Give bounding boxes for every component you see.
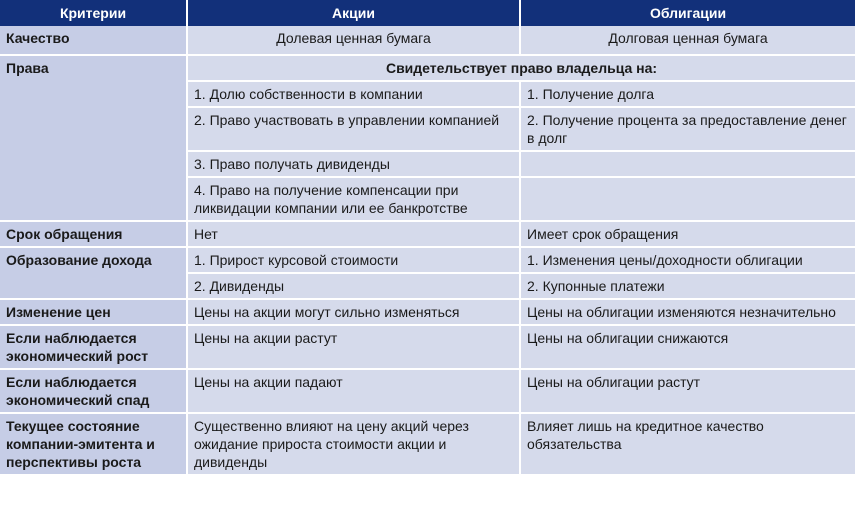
growth-stocks: Цены на акции растут [188, 326, 521, 370]
income-bonds-2: 2. Купонные платежи [521, 274, 855, 300]
recession-stocks: Цены на акции падают [188, 370, 521, 414]
rights-bonds-3 [521, 152, 855, 178]
term-bonds: Имеет срок обращения [521, 222, 855, 248]
label-income: Образование дохода [0, 248, 188, 300]
row-recession [0, 370, 855, 414]
row-rights-heading [0, 56, 855, 82]
header-bonds: Облигации [521, 0, 855, 26]
header-row [0, 0, 855, 26]
row-price-change [0, 300, 855, 326]
quality-stocks: Долевая ценная бумага [188, 26, 521, 56]
rights-bonds-1: 1. Получение долга [521, 82, 855, 108]
row-growth [0, 326, 855, 370]
label-recession: Если наблюдается экономический спад [0, 370, 188, 414]
recession-bonds: Цены на облигации растут [521, 370, 855, 414]
rights-bonds-2: 2. Получение процента за предоставление денег в долг [521, 108, 855, 152]
growth-bonds: Цены на облигации снижаются [521, 326, 855, 370]
rights-stocks-1: 1. Долю собственности в компании [188, 82, 521, 108]
label-price-change: Изменение цен [0, 300, 188, 326]
header-criteria: Критерии [0, 0, 188, 26]
row-term [0, 222, 855, 248]
price-change-bonds: Цены на облигации изменяются незначительно [521, 300, 855, 326]
label-term: Срок обращения [0, 222, 188, 248]
rights-stocks-4: 4. Право на получение компенсации при ликвидации компании или ее банкротстве [188, 178, 521, 222]
quality-bonds: Долговая ценная бумага [521, 26, 855, 56]
label-growth: Если наблюдается экономический рост [0, 326, 188, 370]
header-stocks: Акции [188, 0, 521, 26]
income-bonds-1: 1. Изменения цены/доходности облигации [521, 248, 855, 274]
rights-stocks-3: 3. Право получать дивиденды [188, 152, 521, 178]
rights-bonds-4 [521, 178, 855, 222]
label-rights: Права [0, 56, 188, 222]
price-change-stocks: Цены на акции могут сильно изменяться [188, 300, 521, 326]
row-income-1 [0, 248, 855, 274]
row-state [0, 414, 855, 476]
income-stocks-1: 1. Прирост курсовой стоимости [188, 248, 521, 274]
state-stocks: Существенно влияют на цену акций через ожидание прироста стоимости акции и дивиденды [188, 414, 521, 476]
rights-heading: Свидетельствует право владельца на: [188, 56, 855, 82]
row-quality [0, 26, 855, 56]
state-bonds: Влияет лишь на кредитное качество обязательства [521, 414, 855, 476]
label-quality: Качество [0, 26, 188, 56]
term-stocks: Нет [188, 222, 521, 248]
label-state: Текущее состояние компании-эмитента и перспективы роста [0, 414, 188, 476]
income-stocks-2: 2. Дивиденды [188, 274, 521, 300]
rights-stocks-2: 2. Право участвовать в управлении компанией [188, 108, 521, 152]
